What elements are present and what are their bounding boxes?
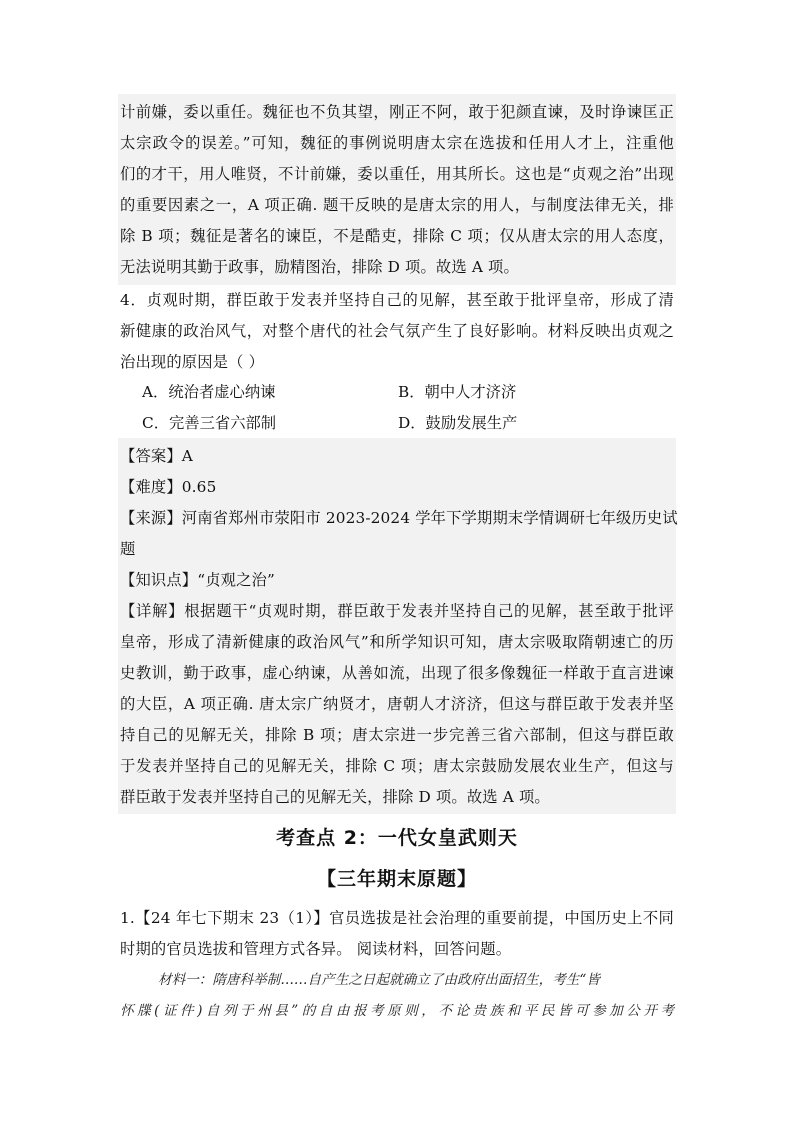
prev-explanation-line: 的重要因素之一，A 项正确. 题干反映的是唐太宗的用人，与制度法律无关，排 — [120, 196, 674, 214]
answer: 【答案】A — [120, 447, 193, 465]
knowledge-point: 【知识点】“贞观之治” — [120, 571, 275, 589]
prev-explanation-line: 太宗政令的误差。”可知，魏征的事例说明唐太宗在选拔和任用人才上，注重他 — [120, 134, 674, 152]
explanation-line: 持自己的见解无关，排除 B 项；唐太宗进一步完善三省六部制，但这与群臣敢 — [120, 726, 674, 744]
prev-explanation-line: 无法说明其勤于政事，励精图治，排除 D 项。故选 A 项。 — [120, 258, 519, 276]
explanation-line: 【详解】根据题干“贞观时期，群臣敢于发表并坚持自己的见解，甚至敢于批评 — [120, 602, 674, 620]
source-line: 【来源】河南省郑州市荥阳市 2023-2024 学年下学期期末学情调研七年级历史试 — [120, 509, 678, 527]
source-line: 题 — [120, 540, 136, 558]
option-b: B．朝中人才济济 — [398, 383, 517, 401]
option-c: C．完善三省六部制 — [142, 414, 277, 432]
question-4-stem-line: 治出现的原因是（ ） — [120, 353, 265, 371]
question-4-stem-line: 4．贞观时期，群臣敢于发表并坚持自己的见解，甚至敢于批评皇帝，形成了清 — [120, 291, 674, 309]
material-line: 怀牒(证件)自列于州县”的自由报考原则，不论贵族和平民皆可参加公开考 — [120, 1003, 674, 1019]
explanation-line: 史教训，勤于政事，虚心纳谏，从善如流，出现了很多像魏征一样敢于直言进谏 — [120, 664, 674, 682]
explanation-line: 的大臣，A 项正确. 唐太宗广纳贤才，唐朝人才济济，但这与群臣敢于发表并坚 — [120, 695, 674, 713]
option-a: A．统治者虚心纳谏 — [142, 383, 276, 401]
explanation-line: 皇帝，形成了清新健康的政治风气”和所学知识可知，唐太宗吸取隋朝速亡的历 — [120, 633, 674, 651]
question-4-stem-line: 新健康的政治风气，对整个唐代的社会气氛产生了良好影响。材料反映出贞观之 — [120, 322, 674, 340]
prev-explanation-line: 们的才干，用人唯贤，不计前嫌，委以重任，用其所长。这也是“贞观之治”出现 — [120, 165, 674, 183]
explanation-line: 于发表并坚持自己的见解无关，排除 C 项；唐太宗鼓励发展农业生产，但这与 — [120, 757, 674, 775]
difficulty: 【难度】0.65 — [120, 478, 217, 496]
material-line: 材料一：隋唐科举制……自产生之日起就确立了由政府出面招生，考生“皆 — [158, 972, 600, 988]
question-1-stem-line: 时期的官员选拔和管理方式各异。 阅读材料，回答问题。 — [120, 940, 512, 958]
question-1-stem-line: 1.【24 年七下期末 23（1）】官员选拔是社会治理的重要前提，中国历史上不同 — [120, 909, 674, 927]
section-subtitle: 【三年期末原题】 — [316, 868, 477, 890]
prev-explanation-line: 除 B 项；魏征是著名的谏臣，不是酷吏，排除 C 项；仅从唐太宗的用人态度， — [120, 227, 674, 245]
option-d: D．鼓励发展生产 — [398, 414, 518, 432]
prev-explanation-line: 计前嫌，委以重任。魏征也不负其望，刚正不阿，敢于犯颜直谏，及时诤谏匡正 — [120, 103, 674, 121]
explanation-line: 群臣敢于发表并坚持自己的见解无关，排除 D 项。故选 A 项。 — [120, 788, 550, 806]
section-title: 考查点 2：一代女皇武则天 — [276, 827, 518, 849]
